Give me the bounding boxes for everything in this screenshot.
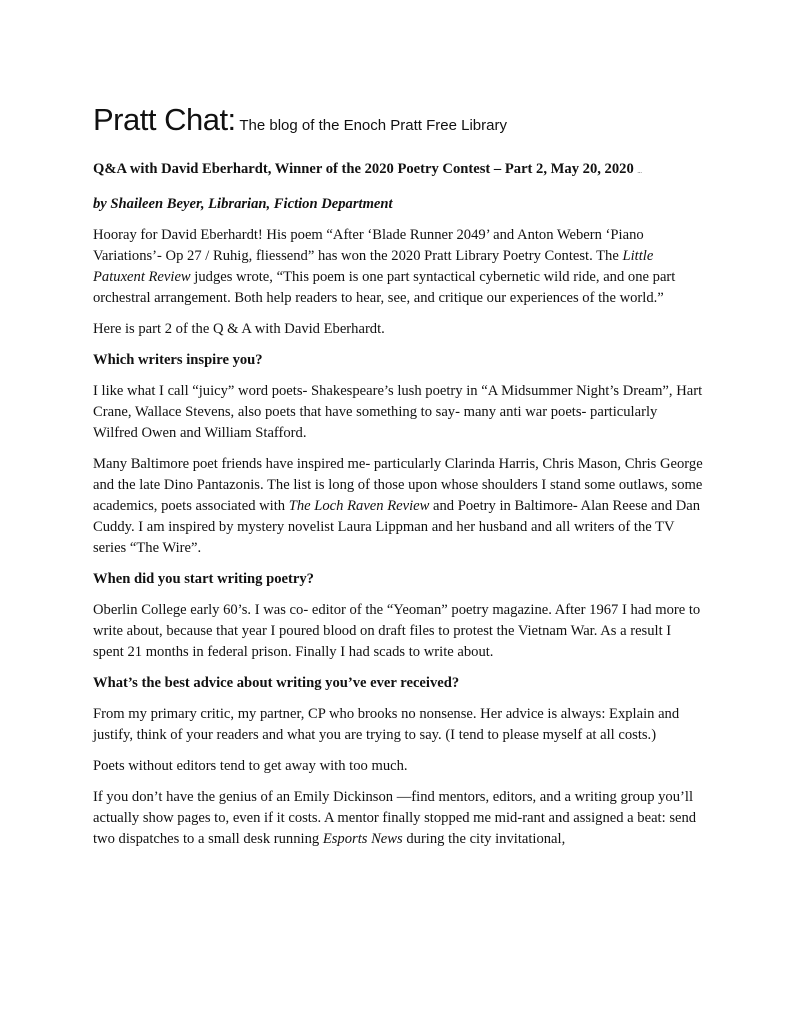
answer-best-advice-2: Poets without editors tend to get away with too much. xyxy=(93,758,408,774)
answer-best-advice-1: From my primary critic, my partner, CP who brooks no nonsense. Her advice is always: Explain and justify, think of your readers and what you are trying to say. (I tend to please myself at all costs.) xyxy=(93,706,680,743)
loch-raven-review-title: The Loch Raven Review xyxy=(288,498,430,514)
blog-name: Pratt Chat: xyxy=(93,102,236,137)
byline: by Shaileen Beyer, Librarian, Fiction Department xyxy=(93,196,393,212)
intro-text-2: judges wrote, “This poem is one part syntactical cybernetic wild ride, and one part orchestral arrangement. Both help readers to hear, see, and critique our experiences of the world.” xyxy=(93,269,676,306)
post-title-mark: ... xyxy=(637,169,642,175)
part-note: Here is part 2 of the Q & A with David Eberhardt. xyxy=(93,321,385,337)
post-title-text: Q&A with David Eberhardt, Winner of the 2020 Poetry Contest – Part 2, May 20, 2020 xyxy=(93,161,634,177)
blog-tagline: The blog of the Enoch Pratt Free Library xyxy=(239,117,507,134)
answer-best-advice-3 xyxy=(93,787,705,850)
intro-text-1: Hooray for David Eberhardt! His poem “After ‘Blade Runner 2049’ and Anton Webern ‘Piano Variations’- Op 27 / Ruhig, fliessend” has won the 2020 Pratt Library Poetry Contest. The xyxy=(93,227,644,264)
answer-best-advice-3-text-a: If you don’t have the genius of an Emily Dickinson —find mentors, editors, and a writing group you’ll actually show pages to, even if it costs. A mentor finally stopped me mid-rant and assigned a beat: send two dispatches to a small desk running xyxy=(93,789,697,847)
question-inspiration: Which writers inspire you? xyxy=(93,352,263,368)
answer-start-writing: Oberlin College early 60’s. I was co- editor of the “Yeoman” poetry magazine. After 1967 I had more to write about, because that year I poured blood on draft files to protest the Vietnam War. As a result I spent 21 months in federal prison. Finally I had scads to write about. xyxy=(93,602,701,660)
answer-inspiration-2 xyxy=(93,454,705,559)
question-best-advice: What’s the best advice about writing you’ve ever received? xyxy=(93,675,460,691)
esports-news-title: Esports News xyxy=(322,831,403,847)
answer-inspiration-2-text-a: Many Baltimore poet friends have inspired me- particularly Clarinda Harris, Chris Mason, Chris George and the late Dino Pantazonis. The list is long of those upon whose shoulders I stand some outlaws, some academics, poets associated with xyxy=(93,456,703,514)
answer-best-advice-3-text-b: during the city invitational, xyxy=(402,831,566,847)
intro-paragraph xyxy=(93,225,705,309)
answer-inspiration-1: I like what I call “juicy” word poets- Shakespeare’s lush poetry in “A Midsummer Night’s Dream”, Hart Crane, Wallace Stevens, also poets that have something to say- many anti war poets- particularly Wilfred Owen and William Stafford. xyxy=(93,383,703,441)
post-title xyxy=(93,159,653,182)
blog-header xyxy=(93,100,705,146)
document-page xyxy=(93,100,705,860)
answer-inspiration-2-text-b: and Poetry in Baltimore- Alan Reese and Dan Cuddy. I am inspired by mystery novelist Laura Lippman and her husband and all writers of the TV series “The Wire”. xyxy=(93,498,701,556)
question-start-writing: When did you start writing poetry? xyxy=(93,571,314,587)
intro-journal-title: Little Patuxent Review xyxy=(93,248,654,285)
